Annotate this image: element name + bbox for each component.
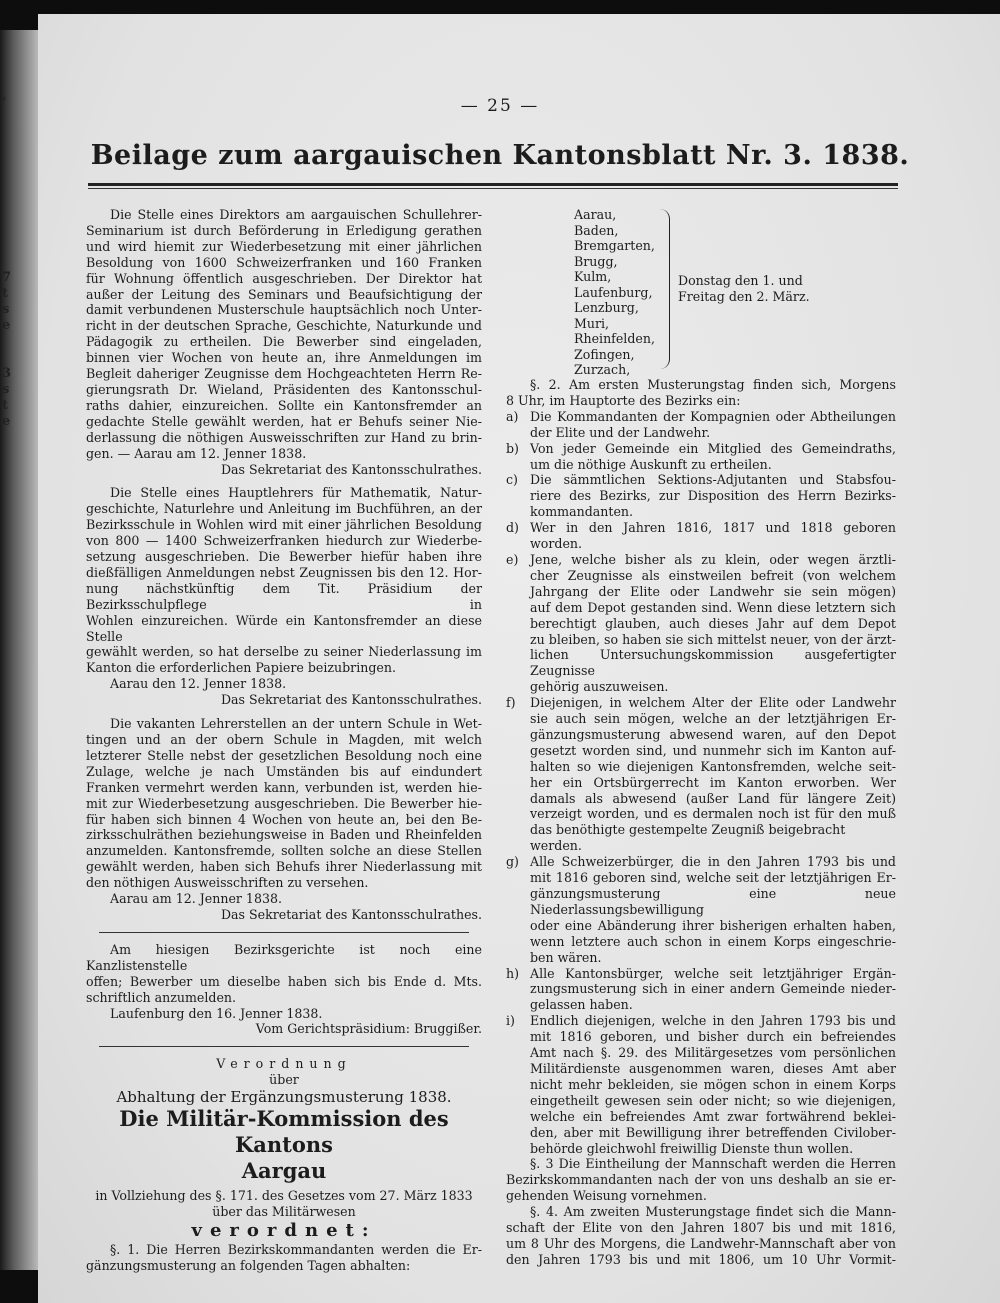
district-name: Laufenburg,	[574, 284, 653, 300]
district-name: Kulm,	[574, 269, 612, 284]
text-line: Am hiesigen Bezirksgerichte ist noch eine Kanzlistenstelle	[86, 941, 482, 973]
text-line: Alle Schweizerbürger, die in den Jahren 1793 bis und	[530, 854, 896, 870]
text-line: zu bleiben, so haben sie sich mittelst neuer, von der ärzt-	[530, 631, 896, 647]
ordinance-authority-canton: Aargau	[241, 1158, 327, 1184]
text-line: der Elite und der Landwehr.	[530, 424, 711, 440]
text-line: ben wären.	[530, 949, 602, 965]
text-line: Amt nach §. 29. des Militärgesetzes vom persönlichen	[530, 1045, 896, 1061]
district-name: Zurzach,	[574, 362, 631, 377]
text-line: gedachte Stelle gewählt werden, hat er Behufs seiner Nie-	[86, 413, 482, 429]
text-line: damals als abwesend (außer Land für längere Zeit)	[530, 790, 896, 806]
margin-mark: s	[2, 382, 10, 397]
text-line: für haben sich binnen 4 Wochen von heute an, bei den Be-	[86, 811, 482, 827]
signature: Das Sekretariat des Kantonsschulrathes.	[220, 461, 482, 477]
item-label: i)	[506, 1013, 515, 1029]
text-line: schaft der Elite von den Jahren 1807 bis und mit 1816,	[506, 1220, 896, 1236]
district-name: Baden,	[574, 222, 619, 238]
item-label: g)	[506, 854, 519, 870]
ordinance-heading	[86, 1056, 482, 1242]
text-line: gänzungsmusterung eine neue Niederlassungsbewilligung	[530, 886, 896, 917]
text-line: nicht mehr bekleiden, sie mögen schon in einem Korps	[530, 1076, 896, 1092]
item-label: f)	[506, 695, 516, 711]
text-line: zirksschulräthen beziehungsweise in Baden und Rheinfelden	[86, 827, 482, 843]
list-item	[506, 695, 896, 854]
district-name: Muri,	[574, 315, 610, 331]
item-label: e)	[506, 551, 519, 567]
text-line: cher Zeugnisse als einstweilen befreit (von welchem	[530, 567, 896, 583]
text-line: Franken vermehrt werden kann, verbunden ist, werden hie-	[86, 779, 482, 795]
left-column	[86, 207, 482, 1274]
text-line: binnen vier Wochen von heute an, ihre Anmeldungen im	[86, 350, 482, 366]
text-line: Die vakanten Lehrerstellen an der untern Schule in Wet-	[110, 716, 482, 732]
text-line: Die Stelle eines Hauptlehrers für Mathematik, Natur-	[110, 485, 482, 501]
margin-mark: t	[2, 398, 9, 413]
text-line: außer der Leitung des Seminars und Beaufsichtigung der	[86, 286, 482, 302]
attendance-list	[506, 409, 896, 1157]
signature: Das Sekretariat des Kantonsschulrathes.	[220, 692, 482, 708]
margin-mark: s	[2, 302, 10, 317]
text-line: Diejenigen, in welchem Alter der Elite oder Landwehr	[530, 695, 896, 711]
text-line: um die nöthige Auskunft zu ertheilen.	[530, 456, 772, 472]
facing-page-edge	[0, 30, 38, 1270]
page-number: — 25 —	[460, 96, 540, 116]
item-label: b)	[506, 440, 519, 456]
text-line: Zulage, welche je nach Umständen bis auf eindundert	[86, 763, 482, 779]
text-line: Endlich diejenigen, welche in den Jahren 1793 bis und	[530, 1013, 896, 1029]
section-divider	[99, 1046, 469, 1047]
margin-mark: ,	[2, 88, 7, 103]
text-line: riere des Bezirks, zur Disposition des Herrn Bezirks-	[530, 488, 896, 504]
text-line: gänzungsmusterung an folgenden Tagen abhalten:	[86, 1257, 411, 1273]
list-item	[506, 854, 896, 965]
margin-mark: 7	[2, 270, 12, 285]
text-line: von 800 — 1400 Schweizerfranken hiedurch zur Wiederbe-	[86, 533, 482, 549]
text-line: §. 1. Die Herren Bezirkskommandanten werden die Er-	[110, 1241, 482, 1257]
ordinance-basis: über das Militärwesen	[212, 1204, 356, 1220]
list-item	[506, 441, 896, 473]
list-item	[506, 1013, 896, 1156]
signature: Das Sekretariat des Kantonsschulrathes.	[220, 906, 482, 922]
page-header: Beilage zum aargauischen Kantonsblatt Nr. 3. 1838.	[90, 140, 910, 171]
text-line: mit 1816 geboren, und bisher durch ein befreiendes	[530, 1029, 896, 1045]
list-item	[506, 520, 896, 552]
text-line: geschichte, Naturlehre und Anleitung im Buchführen, an der	[86, 501, 482, 517]
list-item	[506, 409, 896, 441]
text-line: eingetheilt gewesen sein oder nicht; so wie diejenigen,	[530, 1092, 896, 1108]
date-line: Laufenburg den 16. Jenner 1838.	[110, 1005, 323, 1021]
list-item	[506, 966, 896, 1014]
text-line: für Wohnung öffentlich ausgeschrieben. Der Direktor hat	[86, 270, 482, 286]
schedule-day: Freitag den 2. März.	[678, 289, 810, 304]
text-line: schriftlich anzumelden.	[86, 989, 237, 1005]
header-rule-thin	[88, 188, 898, 189]
text-line: worden.	[530, 536, 583, 552]
text-line: sie auch sein mögen, welche an der letztjährigen Er-	[530, 711, 896, 727]
margin-mark: e	[2, 318, 11, 333]
notice-clerk-position	[86, 942, 482, 1037]
text-line: Begleit daheriger Zeugnisse dem Hochgeachteten Herrn Re-	[86, 366, 482, 382]
text-line: oder eine Abänderung ihrer bisherigen erhalten haben,	[530, 917, 896, 933]
district-name: Brugg,	[574, 253, 618, 269]
text-line: auf dem Depot gestanden sind. Wenn diese letztern sich	[530, 599, 896, 615]
text-line: das benöthigte gestempelte Zeugniß beigebracht werden.	[530, 822, 846, 854]
text-line: gewählt werden, so hat derselbe zu seiner Niederlassung im	[86, 644, 482, 660]
text-line: dießfälligen Anmeldungen nebst Zeugnissen bis den 12. Hor-	[86, 564, 482, 580]
text-line: raths dahier, einzureichen. Sollte ein Kantonsfremder an	[86, 397, 482, 413]
text-line: zungsmusterung sich in einer andern Gemeinde nieder-	[530, 981, 896, 997]
text-line: und wird hiemit zur Wiederbesetzung mit einer jährlichen	[86, 238, 482, 254]
text-line: wenn letztere auch schon in einem Korps eingeschrie-	[530, 933, 896, 949]
text-line: um 8 Uhr des Morgens, die Landwehr-Mannschaft aber von	[506, 1235, 896, 1251]
text-line: kommandanten.	[530, 504, 634, 520]
text-line: Alle Kantonsbürger, welche seit letztjähriger Ergän-	[530, 965, 896, 981]
text-line: her ein Ortsbürgerrecht im Kanton erworben. Wer	[530, 774, 896, 790]
text-line: verzeigt worden, und es dermalen noch ist für den muß	[530, 806, 896, 822]
text-line: §. 4. Am zweiten Musterungstage findet sich die Mann-	[530, 1204, 896, 1220]
text-line: §. 3 Die Eintheilung der Mannschaft werden die Herren	[530, 1156, 896, 1172]
right-column	[506, 207, 896, 1268]
margin-mark: 3	[2, 366, 12, 381]
text-line: gewählt werden, haben sich Behufs ihrer Niederlassung mit	[86, 859, 482, 875]
section-divider	[99, 932, 469, 933]
text-line: berechtigt glauben, auch dieses Jahr auf dem Depot	[530, 615, 896, 631]
text-line: tingen und an der obern Schule in Magden, mit welch	[86, 732, 482, 747]
item-label: a)	[506, 408, 519, 424]
ordinance-basis: in Vollziehung des §. 171. des Gesetzes vom 27. März 1833	[95, 1188, 473, 1204]
district-name: Zofingen,	[574, 346, 635, 362]
margin-mark: t	[2, 286, 9, 301]
text-line: Bezirkskommandanten nach der von uns deshalb an sie er-	[506, 1172, 896, 1188]
text-line: behörde gleichwohl freiwillig Dienste thun wollen.	[530, 1140, 854, 1156]
district-name: Lenzburg,	[574, 300, 639, 315]
header-rule	[88, 183, 898, 186]
date-line: Aarau am 12. Jenner 1838.	[110, 891, 282, 907]
text-line: Seminarium ist durch Beförderung in Erledigung gerathen	[86, 222, 482, 238]
margin-mark: e	[2, 414, 11, 429]
text-line: Pädagogik zu ertheilen. Die Bewerber sind eingeladen,	[86, 334, 482, 350]
text-line: offen; Bewerber um dieselbe haben sich bis Ende d. Mts.	[86, 973, 482, 989]
notice-teacher-positions	[86, 716, 482, 923]
schedule-dates	[678, 273, 810, 305]
item-label: c)	[506, 472, 518, 488]
text-line: Jahrgang der Elite oder Landwehr sie sein mögen)	[530, 583, 896, 599]
notice-math-teacher	[86, 485, 482, 708]
text-line: gen. — Aarau am 12. Jenner 1838.	[86, 445, 307, 461]
text-line: nung nächstkünftig dem Tit. Präsidium der Bezirksschulpflege in	[86, 580, 482, 612]
text-line: Bezirksschule in Wohlen wird mit einer jährlichen Besoldung	[86, 517, 482, 533]
text-line: Wer in den Jahren 1816, 1817 und 1818 geboren	[530, 520, 896, 536]
text-line: derlassung die nöthigen Ausweisschriften zur Hand zu brin-	[86, 429, 482, 445]
text-line: Die sämmtlichen Sektions-Adjutanten und Stabsfou-	[530, 472, 896, 488]
text-line: halten so wie diejenigen Kantonsfremden, welche seit-	[530, 758, 896, 774]
ordinance-title: Verordnung	[216, 1056, 352, 1072]
text-line: Jene, welche bisher als zu klein, oder wegen ärztli-	[530, 551, 896, 567]
text-line: gesetzt worden sind, und nunmehr sich im Kanton auf-	[530, 742, 896, 758]
text-line: damit verbundenen Musterschule hauptsächlich noch Unter-	[86, 302, 482, 318]
district-name: Bremgarten,	[574, 238, 655, 253]
text-line: gänzungsmusterung abwesend waren, auf den Depot	[530, 726, 896, 742]
district-name: Rheinfelden,	[574, 331, 655, 346]
text-line: richt in der deutschen Sprache, Geschichte, Naturkunde und	[86, 318, 482, 334]
text-line: Kanton die erforderlichen Papiere beizubringen.	[86, 660, 396, 676]
text-line: mit zur Wiederbesetzung ausgeschrieben. Die Bewerber hie-	[86, 795, 482, 811]
text-line: Von jeder Gemeinde ein Mitglied des Gemeindraths,	[530, 440, 896, 456]
ordinance-authority: Die Militär-Kommission des Kantons	[119, 1106, 449, 1158]
list-item	[506, 472, 896, 520]
text-line: setzung ausgeschrieben. Die Bewerber hiefür haben ihre	[86, 549, 482, 565]
district-list	[574, 207, 694, 378]
ordinance-ueber: über	[269, 1072, 299, 1088]
text-line: gehenden Weisung vornehmen.	[506, 1188, 707, 1204]
list-item	[506, 552, 896, 695]
text-line: Die Stelle eines Direktors am aargauischen Schullehrer-	[110, 207, 482, 222]
text-line: lichen Untersuchungskommission ausgefertigter Zeugnisse	[530, 647, 896, 679]
ordinance-subject: Abhaltung der Ergänzungsmusterung 1838.	[116, 1088, 452, 1107]
text-line: 8 Uhr, im Hauptorte des Bezirks ein:	[506, 392, 741, 408]
text-line: den nöthigen Ausweisschriften zu versehen.	[86, 875, 369, 891]
district-schedule	[506, 207, 896, 377]
text-line: welche ein befreiendes Amt zwar fortwährend beklei-	[530, 1108, 896, 1124]
text-line: gierungsrath Dr. Wieland, Präsidenten des Kantonsschul-	[86, 381, 482, 397]
text-line: gelassen haben.	[530, 997, 633, 1013]
text-line: Militärdienste ausgenommen waren, dieses Amt aber	[530, 1060, 896, 1076]
curly-brace	[659, 209, 670, 369]
text-line: mit 1816 geboren sind, welche seit der letztjährigen Er-	[530, 870, 896, 886]
ordinance-verb: verordnet:	[191, 1219, 377, 1241]
item-label: h)	[506, 965, 520, 981]
text-line: §. 2. Am ersten Musterungstag finden sich, Morgens	[530, 377, 896, 392]
signature: Vom Gerichtspräsidium: Bruggißer.	[255, 1021, 482, 1037]
text-line: Besoldung von 1600 Schweizerfranken und 160 Franken	[86, 254, 482, 270]
item-label: d)	[506, 520, 519, 536]
text-line: Die Kommandanten der Kompagnien oder Abtheilungen	[530, 408, 896, 424]
text-line: Wohlen einzureichen. Würde ein Kantonsfremder an diese Stelle	[86, 612, 482, 644]
text-line: den Jahren 1793 bis und mit 1806, um 10 Uhr Vormit-	[506, 1251, 896, 1267]
notice-seminar-director	[86, 207, 482, 477]
text-line: anzumelden. Kantonsfremde, sollten solche an diese Stellen	[86, 843, 482, 859]
date-line: Aarau den 12. Jenner 1838.	[110, 676, 287, 692]
text-line: den, aber mit Bewilligung ihrer betreffenden Civilober-	[530, 1124, 896, 1140]
schedule-day: Donstag den 1. und	[678, 273, 803, 288]
text-line: letzterer Stelle nebst der gesetzlichen Besoldung noch eine	[86, 747, 482, 763]
text-line: gehörig auszuweisen.	[530, 679, 669, 695]
district-name: Aarau,	[574, 207, 617, 222]
